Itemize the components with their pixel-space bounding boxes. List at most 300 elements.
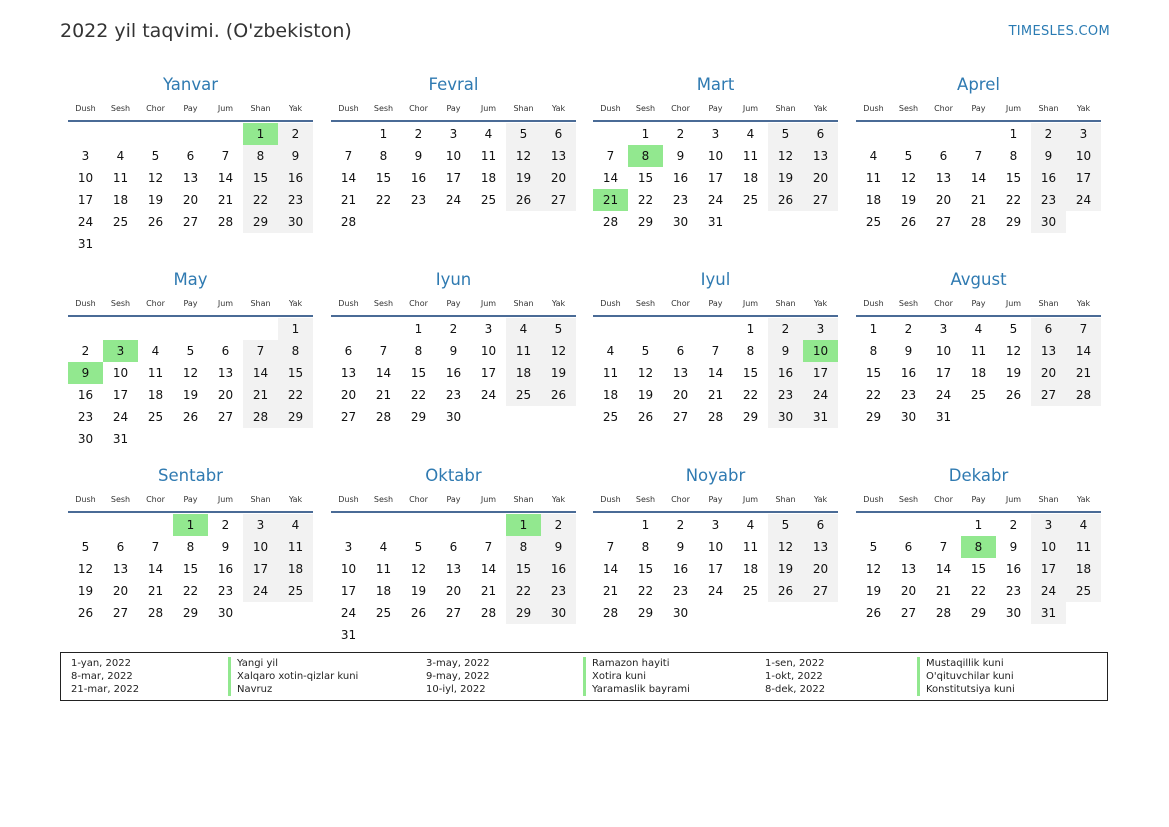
month-noyabr [593, 463, 838, 624]
weekday-label: Dush [863, 104, 884, 113]
legend-date-column [71, 657, 139, 696]
day-cell: 15 [375, 171, 392, 185]
day-empty [68, 514, 103, 536]
day-cell: 15 [182, 562, 199, 576]
weekday-label: Yak [1076, 299, 1091, 308]
day-cell: 4 [484, 127, 493, 141]
weekday-label: Yak [288, 104, 303, 113]
day-cell: 13 [182, 171, 199, 185]
day-cell: 5 [186, 344, 195, 358]
legend-date-column [765, 657, 825, 696]
month-name: Mart [696, 75, 735, 94]
day-cell: 5 [904, 149, 913, 163]
day-cell: 19 [77, 584, 94, 598]
day-cell: 29 [637, 606, 654, 620]
day-cell: 6 [449, 540, 458, 554]
day-cell: 27 [900, 606, 917, 620]
day-cell: 10 [935, 344, 952, 358]
day-cell: 18 [970, 366, 987, 380]
day-cell: 14 [935, 562, 952, 576]
day-cell: 1 [869, 322, 878, 336]
day-cell: 29 [742, 410, 759, 424]
day-empty [103, 514, 138, 536]
day-cell: 9 [904, 344, 913, 358]
holiday-legend [60, 652, 1108, 701]
day-cell: 10 [707, 540, 724, 554]
day-cell: 4 [506, 318, 541, 340]
day-cell: 26 [637, 410, 654, 424]
month-mart [593, 72, 838, 233]
day-cell: 28 [707, 410, 724, 424]
day-cell: 27 [112, 606, 129, 620]
day-cell: 20 [217, 388, 234, 402]
day-cell: 31 [803, 406, 838, 428]
weekday-label: Jum [1005, 299, 1022, 308]
weekday-label: Yak [813, 104, 828, 113]
weekday-label: Sesh [110, 299, 131, 308]
weekday-label: Yak [1076, 104, 1091, 113]
day-cell: 31 [77, 237, 94, 251]
day-empty [663, 318, 698, 340]
day-grid [593, 514, 838, 624]
day-empty [208, 318, 243, 340]
day-cell: 20 [182, 193, 199, 207]
legend-name-column [917, 657, 1015, 696]
day-cell: 18 [147, 388, 164, 402]
day-cell: 28 [480, 606, 497, 620]
weekday-label: Dush [75, 495, 96, 504]
day-cell: 19 [147, 193, 164, 207]
day-cell: 4 [379, 540, 388, 554]
weekday-label: Jum [217, 104, 234, 113]
day-cell: 1 [414, 322, 423, 336]
day-grid [593, 123, 838, 233]
weekday-label: Pay [708, 299, 723, 308]
day-cell: 17 [707, 171, 724, 185]
day-cell: 7 [344, 149, 353, 163]
day-cell: 12 [865, 562, 882, 576]
day-cell: 25 [506, 384, 541, 406]
day-cell: 21 [707, 388, 724, 402]
day-cell: 31 [1031, 602, 1066, 624]
day-cell: 15 [1005, 171, 1022, 185]
day-cell: 2 [904, 322, 913, 336]
day-cell: 7 [243, 340, 278, 362]
weekday-label: Dush [863, 495, 884, 504]
day-cell: 11 [147, 366, 164, 380]
day-cell: 3 [939, 322, 948, 336]
month-name: Noyabr [685, 466, 746, 485]
day-cell: 6 [541, 123, 576, 145]
day-cell: 12 [1005, 344, 1022, 358]
month-name: Oktabr [425, 466, 482, 485]
day-empty [243, 318, 278, 340]
weekday-label: Dush [75, 299, 96, 308]
day-empty [331, 123, 366, 145]
day-cell: 3 [81, 149, 90, 163]
weekday-label: Shan [1038, 104, 1059, 113]
day-cell: 9 [676, 540, 685, 554]
day-cell: 20 [935, 193, 952, 207]
day-cell: 28 [602, 606, 619, 620]
day-cell: 20 [445, 584, 462, 598]
day-cell: 6 [116, 540, 125, 554]
day-cell: 17 [935, 366, 952, 380]
weekday-label: Pay [446, 299, 461, 308]
day-cell: 24 [480, 388, 497, 402]
day-cell: 2 [449, 322, 458, 336]
day-cell: 6 [904, 540, 913, 554]
day-cell: 25 [1066, 580, 1101, 602]
day-cell: 4 [116, 149, 125, 163]
day-empty [173, 123, 208, 145]
day-cell: 13 [217, 366, 234, 380]
day-cell: 29 [637, 215, 654, 229]
day-cell: 12 [147, 171, 164, 185]
day-cell: 19 [506, 167, 541, 189]
day-cell: 11 [278, 536, 313, 558]
weekday-label: Dush [863, 299, 884, 308]
day-cell: 31 [935, 410, 952, 424]
day-cell: 28 [217, 215, 234, 229]
day-cell: 29 [278, 406, 313, 428]
weekday-header [331, 98, 576, 122]
day-cell: 20 [1031, 362, 1066, 384]
day-cell: 15 [637, 171, 654, 185]
weekday-label: Sesh [898, 104, 919, 113]
day-cell: 22 [375, 193, 392, 207]
day-cell: 8 [243, 145, 278, 167]
day-cell: 24 [935, 388, 952, 402]
day-cell: 8 [186, 540, 195, 554]
weekday-header [68, 98, 313, 122]
month-name: May [173, 270, 208, 289]
day-cell: 28 [970, 215, 987, 229]
day-cell: 8 [1009, 149, 1018, 163]
weekday-label: Yak [288, 299, 303, 308]
day-cell: 16 [541, 558, 576, 580]
day-cell: 23 [445, 388, 462, 402]
legend-date: 8-dek, 2022 [765, 684, 826, 695]
legend-date: 9-may, 2022 [426, 671, 490, 682]
day-cell: 4 [278, 514, 313, 536]
day-cell: 20 [541, 167, 576, 189]
month-iyun [331, 267, 576, 428]
day-cell: 2 [768, 318, 803, 340]
day-cell: 28 [243, 406, 278, 428]
day-cell: 10 [445, 149, 462, 163]
day-cell: 20 [803, 558, 838, 580]
weekday-label: Pay [183, 299, 198, 308]
weekday-label: Yak [1076, 495, 1091, 504]
weekday-label: Jum [480, 104, 497, 113]
day-cell: 13 [672, 366, 689, 380]
day-cell: 15 [970, 562, 987, 576]
day-empty [926, 514, 961, 536]
month-name: Iyul [700, 270, 731, 289]
day-empty [138, 123, 173, 145]
day-cell: 27 [803, 189, 838, 211]
day-cell: 18 [602, 388, 619, 402]
day-cell: 26 [768, 580, 803, 602]
day-cell: 17 [480, 366, 497, 380]
weekday-label: Chor [146, 299, 165, 308]
day-cell-holiday: 1 [243, 123, 278, 145]
day-cell: 11 [480, 149, 497, 163]
day-cell: 11 [970, 344, 987, 358]
day-cell: 1 [1009, 127, 1018, 141]
month-may [68, 267, 313, 450]
day-cell: 26 [182, 410, 199, 424]
legend-date: 3-may, 2022 [426, 658, 490, 669]
legend-holiday-name: Xalqaro xotin-qizlar kuni [228, 670, 358, 683]
legend-holiday-name: Ramazon hayiti [583, 657, 690, 670]
day-cell: 21 [217, 193, 234, 207]
day-cell: 27 [803, 580, 838, 602]
day-cell: 22 [742, 388, 759, 402]
day-cell: 17 [112, 388, 129, 402]
weekday-label: Yak [813, 299, 828, 308]
day-cell: 6 [1031, 318, 1066, 340]
day-cell: 16 [217, 562, 234, 576]
day-cell: 12 [900, 171, 917, 185]
site-link[interactable]: TIMESLES.COM [1008, 24, 1110, 39]
day-cell: 25 [970, 388, 987, 402]
day-cell: 22 [637, 584, 654, 598]
day-cell: 22 [970, 584, 987, 598]
day-empty [68, 318, 103, 340]
day-cell: 19 [637, 388, 654, 402]
day-empty [698, 318, 733, 340]
day-cell: 15 [410, 366, 427, 380]
day-cell: 7 [151, 540, 160, 554]
day-cell: 16 [900, 366, 917, 380]
legend-holiday-name: O'qituvchilar kuni [917, 670, 1015, 683]
weekday-label: Chor [934, 299, 953, 308]
weekday-header [331, 293, 576, 317]
day-cell: 5 [506, 123, 541, 145]
day-empty [401, 514, 436, 536]
day-empty [366, 514, 401, 536]
day-cell: 15 [278, 362, 313, 384]
weekday-label: Shan [1038, 299, 1059, 308]
day-cell: 23 [77, 410, 94, 424]
weekday-label: Pay [708, 104, 723, 113]
day-cell: 9 [449, 344, 458, 358]
day-cell: 7 [379, 344, 388, 358]
day-cell: 24 [445, 193, 462, 207]
weekday-label: Shan [1038, 495, 1059, 504]
day-cell: 13 [803, 145, 838, 167]
day-cell-holiday: 1 [173, 514, 208, 536]
day-cell: 20 [340, 388, 357, 402]
day-cell: 23 [672, 193, 689, 207]
day-cell: 23 [900, 388, 917, 402]
weekday-label: Yak [551, 104, 566, 113]
weekday-label: Chor [146, 495, 165, 504]
day-cell: 22 [506, 580, 541, 602]
day-cell: 2 [1031, 123, 1066, 145]
day-cell: 5 [641, 344, 650, 358]
day-cell: 12 [77, 562, 94, 576]
day-empty [471, 514, 506, 536]
weekday-label: Dush [600, 495, 621, 504]
day-cell: 28 [602, 215, 619, 229]
day-cell: 1 [379, 127, 388, 141]
day-cell: 5 [1009, 322, 1018, 336]
day-cell: 2 [1009, 518, 1018, 532]
day-empty [961, 123, 996, 145]
day-cell: 25 [742, 584, 759, 598]
day-cell: 10 [1066, 145, 1101, 167]
weekday-label: Sesh [635, 299, 656, 308]
day-cell: 19 [865, 584, 882, 598]
day-cell: 8 [746, 344, 755, 358]
day-cell: 10 [243, 536, 278, 558]
day-cell: 5 [768, 123, 803, 145]
weekday-label: Sesh [635, 495, 656, 504]
day-cell: 3 [711, 127, 720, 141]
day-cell: 14 [217, 171, 234, 185]
legend-name-column [228, 657, 358, 696]
day-cell: 11 [742, 149, 759, 163]
day-empty [891, 123, 926, 145]
weekday-label: Shan [250, 104, 271, 113]
day-grid [68, 123, 313, 255]
day-cell: 24 [340, 606, 357, 620]
day-cell: 14 [970, 171, 987, 185]
day-cell: 8 [506, 536, 541, 558]
weekday-label: Sesh [373, 495, 394, 504]
day-cell: 8 [414, 344, 423, 358]
months-grid [68, 72, 1102, 652]
day-cell: 17 [77, 193, 94, 207]
day-cell: 2 [414, 127, 423, 141]
legend-date: 8-mar, 2022 [71, 671, 133, 682]
legend-holiday-name: Navruz [228, 683, 358, 696]
weekday-label: Sesh [898, 495, 919, 504]
day-cell: 18 [480, 171, 497, 185]
day-cell: 14 [375, 366, 392, 380]
day-grid [331, 318, 576, 428]
day-grid [68, 318, 313, 450]
day-cell: 5 [81, 540, 90, 554]
weekday-label: Dush [600, 299, 621, 308]
day-cell: 11 [742, 540, 759, 554]
day-cell: 24 [77, 215, 94, 229]
day-cell: 16 [445, 366, 462, 380]
day-grid [68, 514, 313, 624]
weekday-label: Chor [409, 299, 428, 308]
day-cell: 1 [746, 322, 755, 336]
weekday-label: Shan [775, 299, 796, 308]
weekday-label: Dush [338, 299, 359, 308]
day-cell: 14 [340, 171, 357, 185]
day-empty [856, 514, 891, 536]
day-cell: 21 [375, 388, 392, 402]
weekday-label: Sesh [898, 299, 919, 308]
day-cell: 26 [900, 215, 917, 229]
day-cell: 12 [637, 366, 654, 380]
day-cell: 6 [344, 344, 353, 358]
day-cell: 12 [182, 366, 199, 380]
day-empty [366, 318, 401, 340]
day-cell: 22 [182, 584, 199, 598]
day-cell: 8 [379, 149, 388, 163]
day-cell: 24 [1066, 189, 1101, 211]
weekday-header [593, 293, 838, 317]
day-cell: 2 [541, 514, 576, 536]
day-cell-holiday: 8 [961, 536, 996, 558]
day-cell: 23 [541, 580, 576, 602]
weekday-header [593, 98, 838, 122]
legend-date: 1-okt, 2022 [765, 671, 823, 682]
day-cell: 17 [340, 584, 357, 598]
day-cell: 30 [1005, 606, 1022, 620]
day-cell: 24 [1031, 580, 1066, 602]
weekday-header [593, 489, 838, 513]
legend-date: 1-sen, 2022 [765, 658, 825, 669]
day-cell: 18 [375, 584, 392, 598]
day-cell: 29 [970, 606, 987, 620]
day-empty [593, 123, 628, 145]
weekday-label: Pay [971, 299, 986, 308]
day-cell: 1 [278, 318, 313, 340]
day-cell: 21 [602, 584, 619, 598]
day-cell: 10 [1031, 536, 1066, 558]
day-cell: 5 [151, 149, 160, 163]
weekday-label: Dush [75, 104, 96, 113]
day-cell: 11 [506, 340, 541, 362]
day-cell: 30 [768, 406, 803, 428]
day-cell: 14 [602, 562, 619, 576]
day-cell: 16 [77, 388, 94, 402]
day-cell: 30 [672, 606, 689, 620]
day-cell: 7 [484, 540, 493, 554]
weekday-header [68, 489, 313, 513]
day-cell: 21 [243, 384, 278, 406]
day-cell: 21 [147, 584, 164, 598]
month-name: Aprel [957, 75, 1000, 94]
day-cell-holiday: 21 [593, 189, 628, 211]
weekday-label: Chor [671, 299, 690, 308]
day-cell: 13 [340, 366, 357, 380]
day-cell: 9 [676, 149, 685, 163]
day-cell: 21 [935, 584, 952, 598]
day-cell: 14 [147, 562, 164, 576]
day-cell: 27 [182, 215, 199, 229]
month-name: Iyun [435, 270, 472, 289]
day-cell: 7 [221, 149, 230, 163]
day-cell: 3 [449, 127, 458, 141]
day-cell: 2 [278, 123, 313, 145]
month-yanvar [68, 72, 313, 255]
legend-holiday-name: Xotira kuni [583, 670, 690, 683]
day-cell: 9 [768, 340, 803, 362]
day-empty [173, 318, 208, 340]
day-cell: 29 [1005, 215, 1022, 229]
day-cell: 11 [112, 171, 129, 185]
month-oktabr [331, 463, 576, 646]
day-grid [856, 514, 1101, 624]
month-name: Avgust [950, 270, 1007, 289]
day-cell: 6 [803, 514, 838, 536]
weekday-label: Shan [513, 299, 534, 308]
day-empty [593, 514, 628, 536]
day-grid [856, 123, 1101, 233]
weekday-label: Chor [934, 495, 953, 504]
day-cell: 25 [375, 606, 392, 620]
